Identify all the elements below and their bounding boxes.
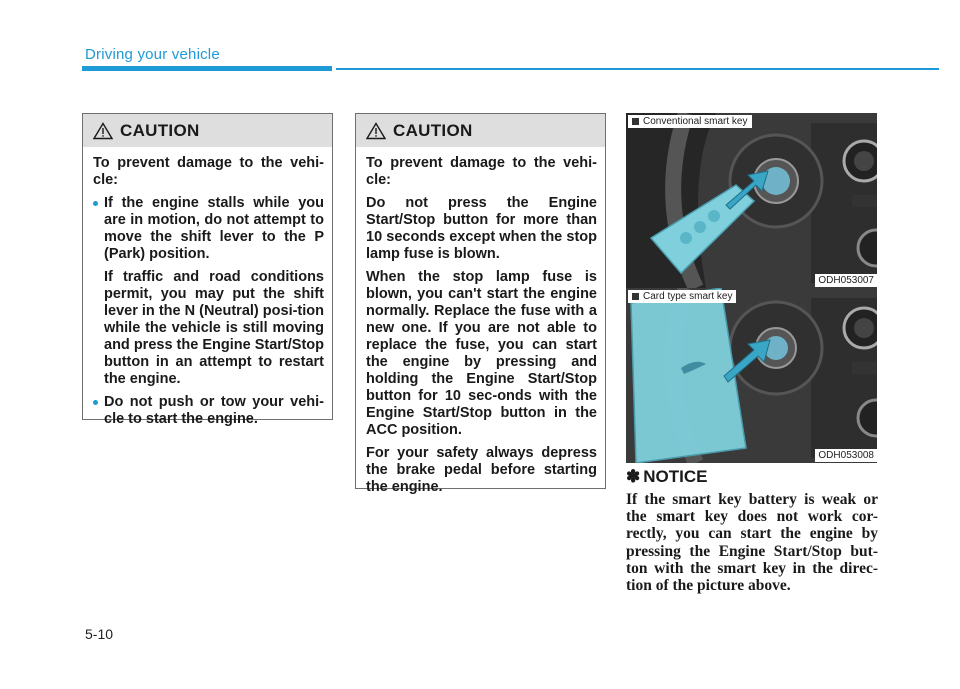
- notice-body: If the smart key battery is weak or the smart key does not work cor-rectly, you can start the engine by pressing the Engine Start/Stop but-ton with the smart key in the direc-tion of the picture above.: [626, 491, 878, 595]
- figure-card-smart-key: [626, 288, 877, 463]
- caption-square-icon: [632, 293, 639, 300]
- notice-title: [626, 467, 707, 487]
- caution-paragraph: For your safety always depress the brake pedal before starting the engine.: [366, 445, 597, 495]
- warning-triangle-icon: [93, 122, 113, 140]
- figure-code: ODH053008: [815, 449, 877, 462]
- caution-intro: To prevent damage to the vehi-cle:: [366, 155, 597, 188]
- caution-bullet: Do not push or tow your vehi-cle to start the engine.: [93, 394, 324, 428]
- caution-box-left: [82, 113, 333, 427]
- caption-square-icon: [632, 118, 639, 125]
- caution-body: [356, 147, 605, 510]
- caution-paragraph: When the stop lamp fuse is blown, you can't start the engine normally. Replace the fuse with a new one. If you are not able to replace the fuse, you can start the engine by pressing and holding the Engine Start/Stop button for 10 sec-onds with the Engine Start/Stop button in the ACC position.: [366, 269, 597, 438]
- caution-title: CAUTION: [120, 120, 200, 140]
- caution-paragraph: Do not press the Engine Start/Stop button for more than 10 seconds except when the stop lamp fuse is blown.: [366, 195, 597, 262]
- figure-caption-text: Conventional smart key: [643, 116, 748, 127]
- card-smart-key-illustration: [626, 288, 877, 463]
- figure-code: ODH053007: [815, 274, 877, 287]
- conventional-smart-key-illustration: [626, 113, 877, 288]
- caution-box-right: [355, 113, 606, 495]
- caution-body: [83, 147, 332, 442]
- warning-triangle-icon: [366, 122, 386, 140]
- header-rule-thick: [82, 66, 332, 71]
- section-title: Driving your vehicle: [85, 46, 220, 63]
- caution-header: [83, 114, 332, 147]
- figure-caption: [628, 290, 736, 303]
- caution-intro: To prevent damage to the vehi-cle:: [93, 155, 324, 188]
- caution-bullet-continuation: If traffic and road conditions permit, you may put the shift lever in the N (Neutral) posi-tion while the vehicle is still moving and press the Engine Start/Stop button in an attempt to restart the engine.: [104, 269, 324, 387]
- figure-caption-text: Card type smart key: [643, 291, 733, 302]
- header-rule-thin: [336, 68, 939, 70]
- caution-bullet: If the engine stalls while you are in motion, do not attempt to move the shift lever to the P (Park) position.: [93, 195, 324, 263]
- caution-title: CAUTION: [393, 120, 473, 140]
- caution-header: [356, 114, 605, 147]
- notice-star-icon: ✽: [626, 467, 641, 486]
- page-number: 5-10: [85, 626, 114, 642]
- figure-conventional-smart-key: [626, 113, 877, 288]
- notice-title-text: NOTICE: [643, 467, 708, 486]
- figure-caption: [628, 115, 752, 128]
